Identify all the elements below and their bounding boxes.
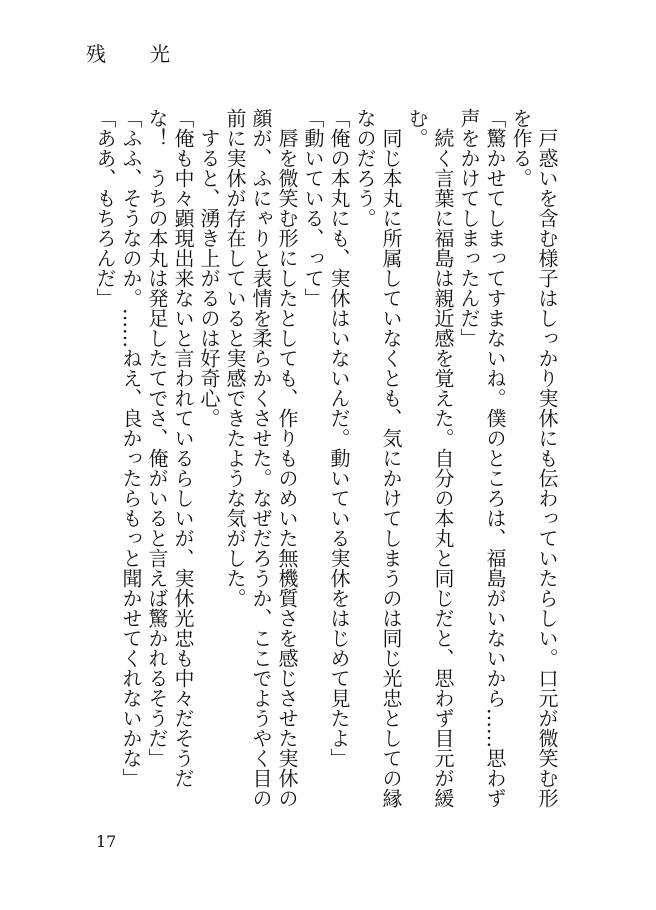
paragraph: 同じ本丸に所属していなくとも、気にかけてしまうのは同じ光忠としての縁なのだろう。 — [353, 108, 403, 808]
paragraph: 「俺の本丸にも、実休はいないんだ。動いている実休をはじめて見たよ」 — [327, 108, 351, 768]
paragraph: 唇を微笑む形にしたとしても、作りものめいた無機質さを感じさせた実休の顔が、ふにゃりと表情を柔らかくさせた。なぜだろうか、ここでようやく目の前に実休が存在していると実感できたような気がした。 — [223, 108, 299, 808]
paragraph: 「ああ、もちろんだ」 — [93, 108, 117, 308]
paragraph: 「俺も中々顕現出来ないと言われているらしいが、実休光忠も中々だそうだな！ うちの本丸は発足したてでさ、俺がいると言えば驚かれるそうだ」 — [145, 108, 195, 788]
running-header-title: 残 光 — [86, 42, 182, 66]
paragraph: 続く言葉に福島は親近感を覚えた。自分の本丸と同じだと、思わず目元が緩む。 — [405, 108, 455, 808]
vertical-body-text — [90, 108, 560, 808]
paragraph: すると、湧き上がるのは好奇心。 — [197, 108, 221, 428]
page-number: 17 — [96, 832, 117, 851]
paragraph: 戸惑いを含む様子はしっかり実休にも伝わっていたらしい。口元が微笑む形を作る。 — [509, 108, 559, 808]
paragraph: 「動いている、って」 — [301, 108, 325, 308]
paragraph: 「ふふ、そうなのか。……ねえ、良かったらもっと聞かせてくれないかな」 — [119, 108, 143, 788]
paragraph: 「驚かせてしまってすまないね。僕のところは、福島がいないから……思わず声をかけてしまったんだ」 — [457, 108, 507, 808]
